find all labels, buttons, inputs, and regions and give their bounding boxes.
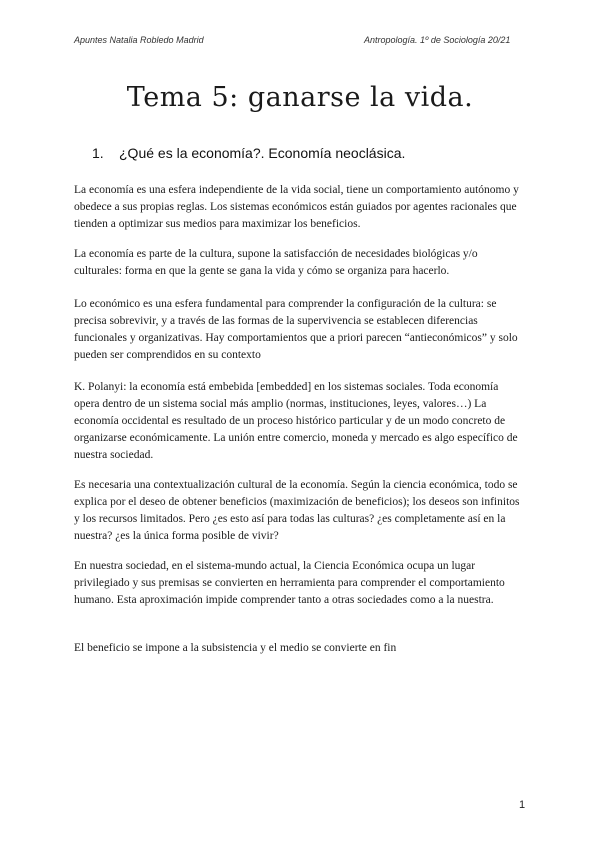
header-author: Apuntes Natalia Robledo Madrid [74,35,204,45]
paragraph-1: La economía es una esfera independiente de la vida social, tiene un comportamiento autónomo y obedece a sus propias reglas. Los sistemas económicos están guiados por agentes racionales que tienden a optimizar sus medios para maximizar los beneficios. [74,184,519,230]
paragraph-5: Es necesaria una contextualización cultural de la economía. Según la ciencia económica, todo se explica por el deseo de obtener beneficios (maximización de beneficios); los deseos son infinitos y los recursos limitados. Pero ¿es esto así para todas las culturas? ¿es completamente así en la nuestra? ¿es la única forma posible de vivir? [74,479,520,542]
section-heading-text: ¿Qué es la economía?. Economía neoclásica. [119,145,406,161]
header-course: Antropología. 1º de Sociología 20/21 [364,35,511,45]
section-number: 1. [92,145,104,161]
paragraph-4: K. Polanyi: la economía está embebida [embedded] en los sistemas sociales. Toda economía opera dentro de un sistema social más amplio (normas, instituciones, leyes, valores…) La economía occidental es resultado de un proceso histórico particular y de un modo concreto de organizarse económicamente. La unión entre comercio, moneda y mercado es algo específico de nuestra sociedad. [74,381,518,461]
section-heading [92,145,405,161]
page-title: Tema 5: ganarse la vida. [126,82,474,113]
paragraph-3: Lo económico es una esfera fundamental para comprender la configuración de la cultura: se precisa sobrevivir, y a través de las formas de la supervivencia se establecen diferencias funcionales y organizativas. Hay comportamientos que a priori parecen “antieconómicos” y solo pueden ser comprendidos en su contexto [74,298,518,361]
paragraph-7: El beneficio se impone a la subsistencia y el medio se convierte en fin [74,642,397,654]
paragraph-2: La economía es parte de la cultura, supone la satisfacción de necesidades biológicas y/o culturales: forma en que la gente se gana la vida y cómo se organiza para hacerlo. [74,248,478,277]
page-number: 1 [519,799,526,811]
paragraph-6: En nuestra sociedad, en el sistema-mundo actual, la Ciencia Económica ocupa un lugar privilegiado y sus premisas se convierten en herramienta para comprender el comportamiento humano. Esta aproximación impide comprender tanto a otras sociedades como a la nuestra. [74,560,505,606]
